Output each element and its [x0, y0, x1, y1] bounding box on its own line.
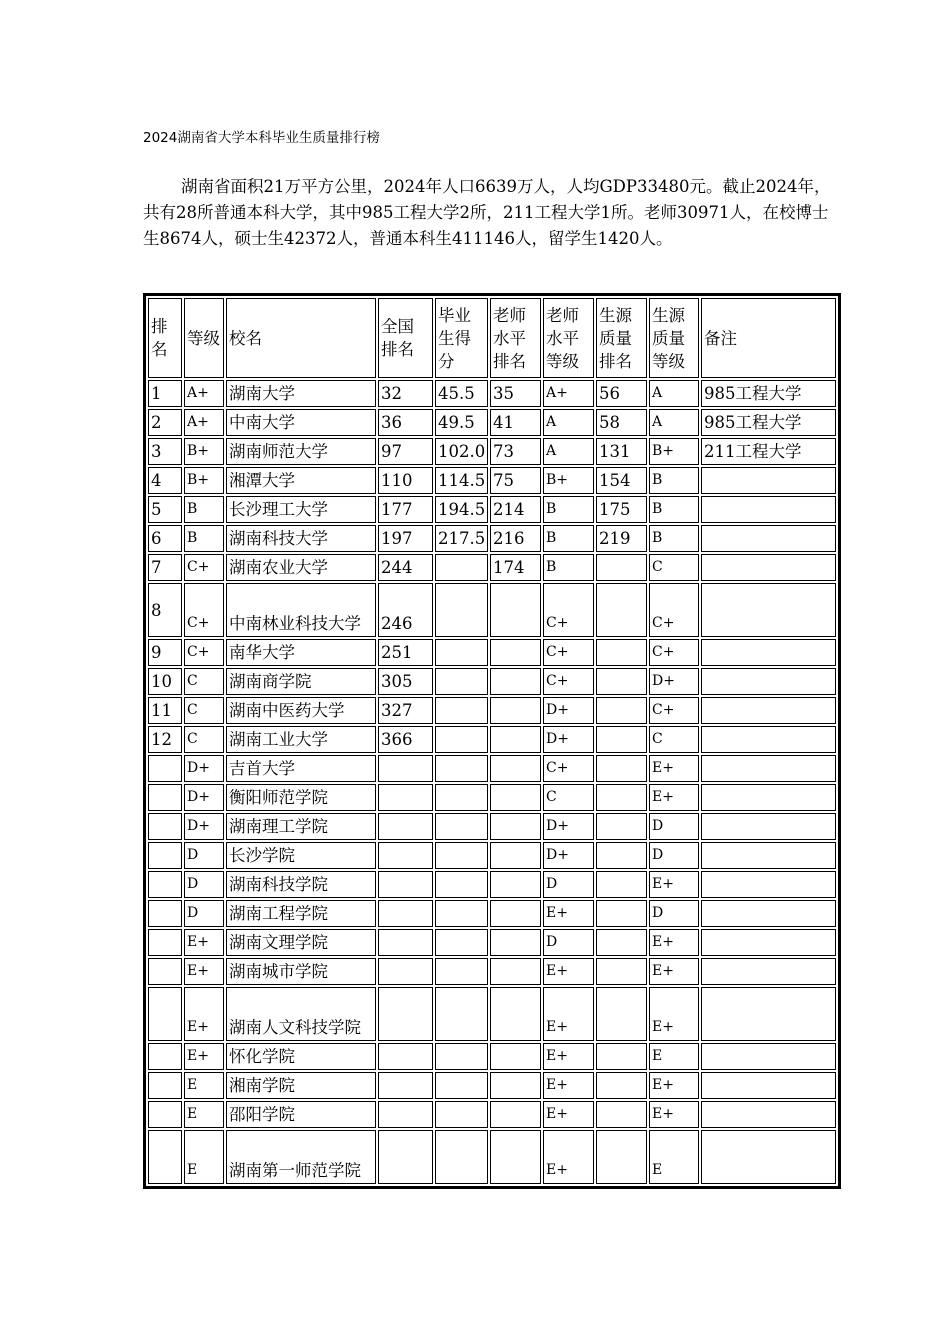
cell-graduate-score	[435, 958, 488, 985]
cell-remark	[701, 900, 836, 927]
cell-student-grade: D	[649, 813, 699, 840]
cell-graduate-score	[435, 639, 488, 666]
cell-grade: B+	[184, 438, 224, 465]
cell-grade: D+	[184, 813, 224, 840]
cell-remark	[701, 842, 836, 869]
cell-teacher-grade: D	[543, 871, 594, 898]
cell-teacher-grade: B	[543, 496, 594, 523]
table-row	[148, 1101, 836, 1128]
cell-remark	[701, 554, 836, 581]
ranking-table-container	[143, 293, 841, 1189]
cell-grade: E	[184, 1072, 224, 1099]
cell-student-grade: E+	[649, 1101, 699, 1128]
cell-student-rank	[596, 1101, 647, 1128]
cell-school: 湖南文理学院	[226, 929, 376, 956]
cell-student-grade: A	[649, 409, 699, 436]
cell-remark	[701, 958, 836, 985]
cell-remark: 211工程大学	[701, 438, 836, 465]
cell-teacher-rank	[490, 639, 541, 666]
cell-national-rank	[378, 1101, 433, 1128]
cell-graduate-score: 114.5	[435, 467, 488, 494]
cell-student-rank	[596, 1072, 647, 1099]
cell-rank	[148, 1043, 182, 1070]
cell-graduate-score	[435, 668, 488, 695]
cell-grade: C+	[184, 639, 224, 666]
cell-teacher-grade: E+	[543, 987, 594, 1041]
cell-student-rank	[596, 929, 647, 956]
cell-teacher-rank	[490, 755, 541, 782]
cell-graduate-score: 45.5	[435, 380, 488, 407]
cell-teacher-grade: E+	[543, 1101, 594, 1128]
cell-school: 湖南工业大学	[226, 726, 376, 753]
cell-school: 吉首大学	[226, 755, 376, 782]
cell-rank	[148, 784, 182, 811]
cell-national-rank: 32	[378, 380, 433, 407]
cell-teacher-grade: E+	[543, 1130, 594, 1184]
cell-national-rank	[378, 1043, 433, 1070]
table-row	[148, 409, 836, 436]
table-row	[148, 871, 836, 898]
cell-teacher-rank: 75	[490, 467, 541, 494]
cell-national-rank: 177	[378, 496, 433, 523]
cell-remark	[701, 987, 836, 1041]
table-row	[148, 639, 836, 666]
cell-student-rank: 58	[596, 409, 647, 436]
cell-school: 湖南人文科技学院	[226, 987, 376, 1041]
cell-teacher-grade: D+	[543, 813, 594, 840]
cell-student-rank: 131	[596, 438, 647, 465]
cell-school: 怀化学院	[226, 1043, 376, 1070]
cell-national-rank	[378, 755, 433, 782]
cell-remark	[701, 1043, 836, 1070]
cell-student-rank	[596, 900, 647, 927]
cell-teacher-grade: D	[543, 929, 594, 956]
cell-teacher-rank: 214	[490, 496, 541, 523]
cell-grade: D+	[184, 784, 224, 811]
table-row	[148, 1130, 836, 1184]
cell-rank: 4	[148, 467, 182, 494]
cell-graduate-score	[435, 900, 488, 927]
cell-student-grade: C+	[649, 697, 699, 724]
cell-student-rank	[596, 784, 647, 811]
cell-national-rank: 110	[378, 467, 433, 494]
cell-remark	[701, 726, 836, 753]
cell-student-rank: 175	[596, 496, 647, 523]
table-row	[148, 987, 836, 1041]
cell-graduate-score	[435, 726, 488, 753]
table-row	[148, 554, 836, 581]
cell-rank	[148, 1130, 182, 1184]
cell-teacher-rank: 174	[490, 554, 541, 581]
cell-national-rank: 366	[378, 726, 433, 753]
cell-student-grade: E	[649, 1130, 699, 1184]
cell-grade: B	[184, 496, 224, 523]
cell-graduate-score	[435, 697, 488, 724]
cell-graduate-score	[435, 1101, 488, 1128]
cell-grade: C	[184, 726, 224, 753]
cell-student-grade: B	[649, 467, 699, 494]
cell-teacher-rank	[490, 583, 541, 637]
cell-graduate-score	[435, 842, 488, 869]
cell-teacher-rank	[490, 871, 541, 898]
header-remark: 备注	[701, 298, 836, 378]
table-row	[148, 438, 836, 465]
cell-student-rank: 219	[596, 525, 647, 552]
cell-school: 湖南城市学院	[226, 958, 376, 985]
cell-student-grade: D	[649, 900, 699, 927]
cell-teacher-grade: E+	[543, 900, 594, 927]
header-school: 校名	[226, 298, 376, 378]
cell-teacher-grade: A+	[543, 380, 594, 407]
cell-teacher-grade: E+	[543, 1072, 594, 1099]
table-row	[148, 525, 836, 552]
cell-grade: E	[184, 1101, 224, 1128]
header-national-rank: 全国排名	[378, 298, 433, 378]
cell-student-grade: D	[649, 842, 699, 869]
cell-student-grade: E+	[649, 987, 699, 1041]
cell-student-grade: C+	[649, 639, 699, 666]
cell-student-rank: 56	[596, 380, 647, 407]
table-row	[148, 697, 836, 724]
cell-rank: 11	[148, 697, 182, 724]
table-row	[148, 496, 836, 523]
cell-rank: 8	[148, 583, 182, 637]
table-row	[148, 583, 836, 637]
cell-national-rank: 36	[378, 409, 433, 436]
ranking-table	[143, 293, 841, 1189]
cell-school: 湘南学院	[226, 1072, 376, 1099]
cell-teacher-rank	[490, 1072, 541, 1099]
cell-rank: 6	[148, 525, 182, 552]
cell-school: 长沙理工大学	[226, 496, 376, 523]
cell-grade: A+	[184, 380, 224, 407]
cell-grade: E+	[184, 987, 224, 1041]
table-row	[148, 726, 836, 753]
cell-student-grade: E+	[649, 1072, 699, 1099]
cell-teacher-grade: E+	[543, 1043, 594, 1070]
cell-teacher-rank	[490, 958, 541, 985]
cell-teacher-grade: C+	[543, 755, 594, 782]
cell-graduate-score: 102.0	[435, 438, 488, 465]
cell-national-rank	[378, 784, 433, 811]
cell-graduate-score: 217.5	[435, 525, 488, 552]
cell-student-grade: B	[649, 525, 699, 552]
cell-student-grade: E+	[649, 958, 699, 985]
cell-student-rank	[596, 842, 647, 869]
cell-teacher-grade: C+	[543, 639, 594, 666]
cell-student-rank	[596, 668, 647, 695]
cell-student-grade: C+	[649, 583, 699, 637]
cell-grade: B	[184, 525, 224, 552]
cell-student-grade: E+	[649, 755, 699, 782]
cell-remark	[701, 871, 836, 898]
cell-rank: 1	[148, 380, 182, 407]
cell-student-rank	[596, 639, 647, 666]
cell-teacher-grade: B	[543, 525, 594, 552]
cell-teacher-grade: A	[543, 409, 594, 436]
cell-rank	[148, 842, 182, 869]
cell-grade: C	[184, 668, 224, 695]
cell-graduate-score	[435, 784, 488, 811]
header-student-grade: 生源质量等级	[649, 298, 699, 378]
cell-school: 湖南师范大学	[226, 438, 376, 465]
cell-national-rank	[378, 1072, 433, 1099]
cell-remark	[701, 467, 836, 494]
cell-rank: 12	[148, 726, 182, 753]
cell-graduate-score	[435, 987, 488, 1041]
cell-national-rank	[378, 900, 433, 927]
cell-rank: 5	[148, 496, 182, 523]
table-row	[148, 1043, 836, 1070]
cell-teacher-rank	[490, 900, 541, 927]
cell-rank	[148, 987, 182, 1041]
cell-teacher-rank: 41	[490, 409, 541, 436]
cell-student-grade: A	[649, 380, 699, 407]
cell-student-rank	[596, 871, 647, 898]
cell-rank	[148, 871, 182, 898]
cell-school: 中南大学	[226, 409, 376, 436]
cell-teacher-rank	[490, 1043, 541, 1070]
header-teacher-grade: 老师水平等级	[543, 298, 594, 378]
cell-rank: 2	[148, 409, 182, 436]
cell-graduate-score	[435, 929, 488, 956]
cell-student-grade: E+	[649, 784, 699, 811]
cell-student-rank	[596, 987, 647, 1041]
cell-student-grade: D+	[649, 668, 699, 695]
cell-student-rank	[596, 813, 647, 840]
cell-student-rank	[596, 958, 647, 985]
table-row	[148, 900, 836, 927]
table-row	[148, 813, 836, 840]
cell-grade: B+	[184, 467, 224, 494]
cell-teacher-rank	[490, 1101, 541, 1128]
cell-graduate-score	[435, 1130, 488, 1184]
cell-school: 湖南第一师范学院	[226, 1130, 376, 1184]
cell-graduate-score: 49.5	[435, 409, 488, 436]
table-row	[148, 467, 836, 494]
cell-school: 邵阳学院	[226, 1101, 376, 1128]
cell-grade: E+	[184, 929, 224, 956]
cell-grade: D	[184, 900, 224, 927]
cell-national-rank	[378, 842, 433, 869]
cell-student-grade: C	[649, 554, 699, 581]
cell-school: 湖南理工学院	[226, 813, 376, 840]
cell-rank: 9	[148, 639, 182, 666]
cell-remark	[701, 668, 836, 695]
cell-national-rank	[378, 987, 433, 1041]
cell-teacher-rank: 216	[490, 525, 541, 552]
cell-student-grade: B	[649, 496, 699, 523]
cell-graduate-score	[435, 1072, 488, 1099]
cell-remark	[701, 583, 836, 637]
table-row	[148, 958, 836, 985]
cell-student-rank	[596, 726, 647, 753]
cell-student-rank	[596, 583, 647, 637]
cell-teacher-grade: C+	[543, 668, 594, 695]
cell-remark	[701, 755, 836, 782]
cell-teacher-rank	[490, 726, 541, 753]
cell-graduate-score	[435, 813, 488, 840]
cell-national-rank: 97	[378, 438, 433, 465]
cell-student-rank	[596, 554, 647, 581]
cell-remark: 985工程大学	[701, 380, 836, 407]
cell-remark	[701, 496, 836, 523]
cell-school: 南华大学	[226, 639, 376, 666]
cell-rank: 7	[148, 554, 182, 581]
cell-student-grade: E+	[649, 871, 699, 898]
cell-remark	[701, 929, 836, 956]
cell-school: 衡阳师范学院	[226, 784, 376, 811]
cell-teacher-rank: 35	[490, 380, 541, 407]
cell-national-rank	[378, 813, 433, 840]
cell-teacher-rank: 73	[490, 438, 541, 465]
header-teacher-rank: 老师水平排名	[490, 298, 541, 378]
cell-school: 湖南农业大学	[226, 554, 376, 581]
cell-remark	[701, 813, 836, 840]
table-row	[148, 668, 836, 695]
table-row	[148, 1072, 836, 1099]
cell-remark	[701, 1101, 836, 1128]
cell-grade: C+	[184, 554, 224, 581]
cell-remark	[701, 639, 836, 666]
table-row	[148, 842, 836, 869]
cell-remark	[701, 1130, 836, 1184]
cell-grade: D	[184, 871, 224, 898]
cell-national-rank: 244	[378, 554, 433, 581]
cell-teacher-rank	[490, 842, 541, 869]
cell-rank	[148, 958, 182, 985]
cell-grade: E+	[184, 958, 224, 985]
cell-student-rank	[596, 1043, 647, 1070]
cell-student-rank: 154	[596, 467, 647, 494]
cell-grade: C	[184, 697, 224, 724]
cell-school: 湖南商学院	[226, 668, 376, 695]
table-row	[148, 380, 836, 407]
cell-graduate-score	[435, 583, 488, 637]
cell-grade: C+	[184, 583, 224, 637]
cell-remark	[701, 1072, 836, 1099]
table-header-row	[148, 298, 836, 378]
cell-graduate-score: 194.5	[435, 496, 488, 523]
cell-teacher-grade: D+	[543, 726, 594, 753]
cell-rank: 10	[148, 668, 182, 695]
cell-national-rank: 305	[378, 668, 433, 695]
cell-teacher-grade: E+	[543, 958, 594, 985]
document-title: 2024湖南省大学本科毕业生质量排行榜	[143, 130, 380, 146]
cell-teacher-rank	[490, 929, 541, 956]
cell-student-grade: C	[649, 726, 699, 753]
cell-grade: E	[184, 1130, 224, 1184]
cell-national-rank: 327	[378, 697, 433, 724]
cell-teacher-grade: B	[543, 554, 594, 581]
header-grade: 等级	[184, 298, 224, 378]
cell-rank: 3	[148, 438, 182, 465]
cell-teacher-rank	[490, 784, 541, 811]
cell-school: 湖南科技学院	[226, 871, 376, 898]
cell-teacher-grade: A	[543, 438, 594, 465]
header-student-rank: 生源质量排名	[596, 298, 647, 378]
cell-school: 长沙学院	[226, 842, 376, 869]
cell-rank	[148, 929, 182, 956]
cell-rank	[148, 1101, 182, 1128]
cell-national-rank: 246	[378, 583, 433, 637]
cell-national-rank: 197	[378, 525, 433, 552]
cell-student-grade: B+	[649, 438, 699, 465]
header-graduate-score: 毕业生得分	[435, 298, 488, 378]
cell-school: 中南林业科技大学	[226, 583, 376, 637]
cell-teacher-rank	[490, 987, 541, 1041]
cell-grade: D	[184, 842, 224, 869]
cell-remark	[701, 697, 836, 724]
cell-student-rank	[596, 697, 647, 724]
cell-student-rank	[596, 1130, 647, 1184]
table-row	[148, 755, 836, 782]
cell-remark	[701, 784, 836, 811]
table-row	[148, 929, 836, 956]
table-row	[148, 784, 836, 811]
cell-national-rank	[378, 929, 433, 956]
cell-teacher-grade: C+	[543, 583, 594, 637]
cell-teacher-grade: D+	[543, 842, 594, 869]
cell-teacher-rank	[490, 668, 541, 695]
cell-grade: A+	[184, 409, 224, 436]
header-rank: 排名	[148, 298, 182, 378]
cell-graduate-score	[435, 1043, 488, 1070]
cell-teacher-rank	[490, 813, 541, 840]
cell-school: 湖南科技大学	[226, 525, 376, 552]
cell-graduate-score	[435, 554, 488, 581]
cell-teacher-rank	[490, 1130, 541, 1184]
cell-student-rank	[596, 755, 647, 782]
cell-rank	[148, 900, 182, 927]
cell-teacher-rank	[490, 697, 541, 724]
cell-teacher-grade: B+	[543, 467, 594, 494]
cell-national-rank: 251	[378, 639, 433, 666]
cell-teacher-grade: C	[543, 784, 594, 811]
cell-grade: D+	[184, 755, 224, 782]
cell-national-rank	[378, 871, 433, 898]
cell-student-grade: E	[649, 1043, 699, 1070]
cell-school: 湘潭大学	[226, 467, 376, 494]
cell-graduate-score	[435, 755, 488, 782]
cell-rank	[148, 813, 182, 840]
cell-school: 湖南工程学院	[226, 900, 376, 927]
cell-national-rank	[378, 1130, 433, 1184]
cell-rank	[148, 755, 182, 782]
cell-school: 湖南中医药大学	[226, 697, 376, 724]
cell-national-rank	[378, 958, 433, 985]
cell-rank	[148, 1072, 182, 1099]
cell-teacher-grade: D+	[543, 697, 594, 724]
cell-school: 湖南大学	[226, 380, 376, 407]
cell-student-grade: E+	[649, 929, 699, 956]
cell-grade: E+	[184, 1043, 224, 1070]
cell-remark: 985工程大学	[701, 409, 836, 436]
cell-remark	[701, 525, 836, 552]
cell-graduate-score	[435, 871, 488, 898]
intro-paragraph: 湖南省面积21万平方公里，2024年人口6639万人，人均GDP33480元。截止2024年，共有28所普通本科大学，其中985工程大学2所，211工程大学1所。老师30971人，在校博士生8674人，硕士生42372人，普通本科生411146人，留学生1420人。	[143, 177, 831, 248]
